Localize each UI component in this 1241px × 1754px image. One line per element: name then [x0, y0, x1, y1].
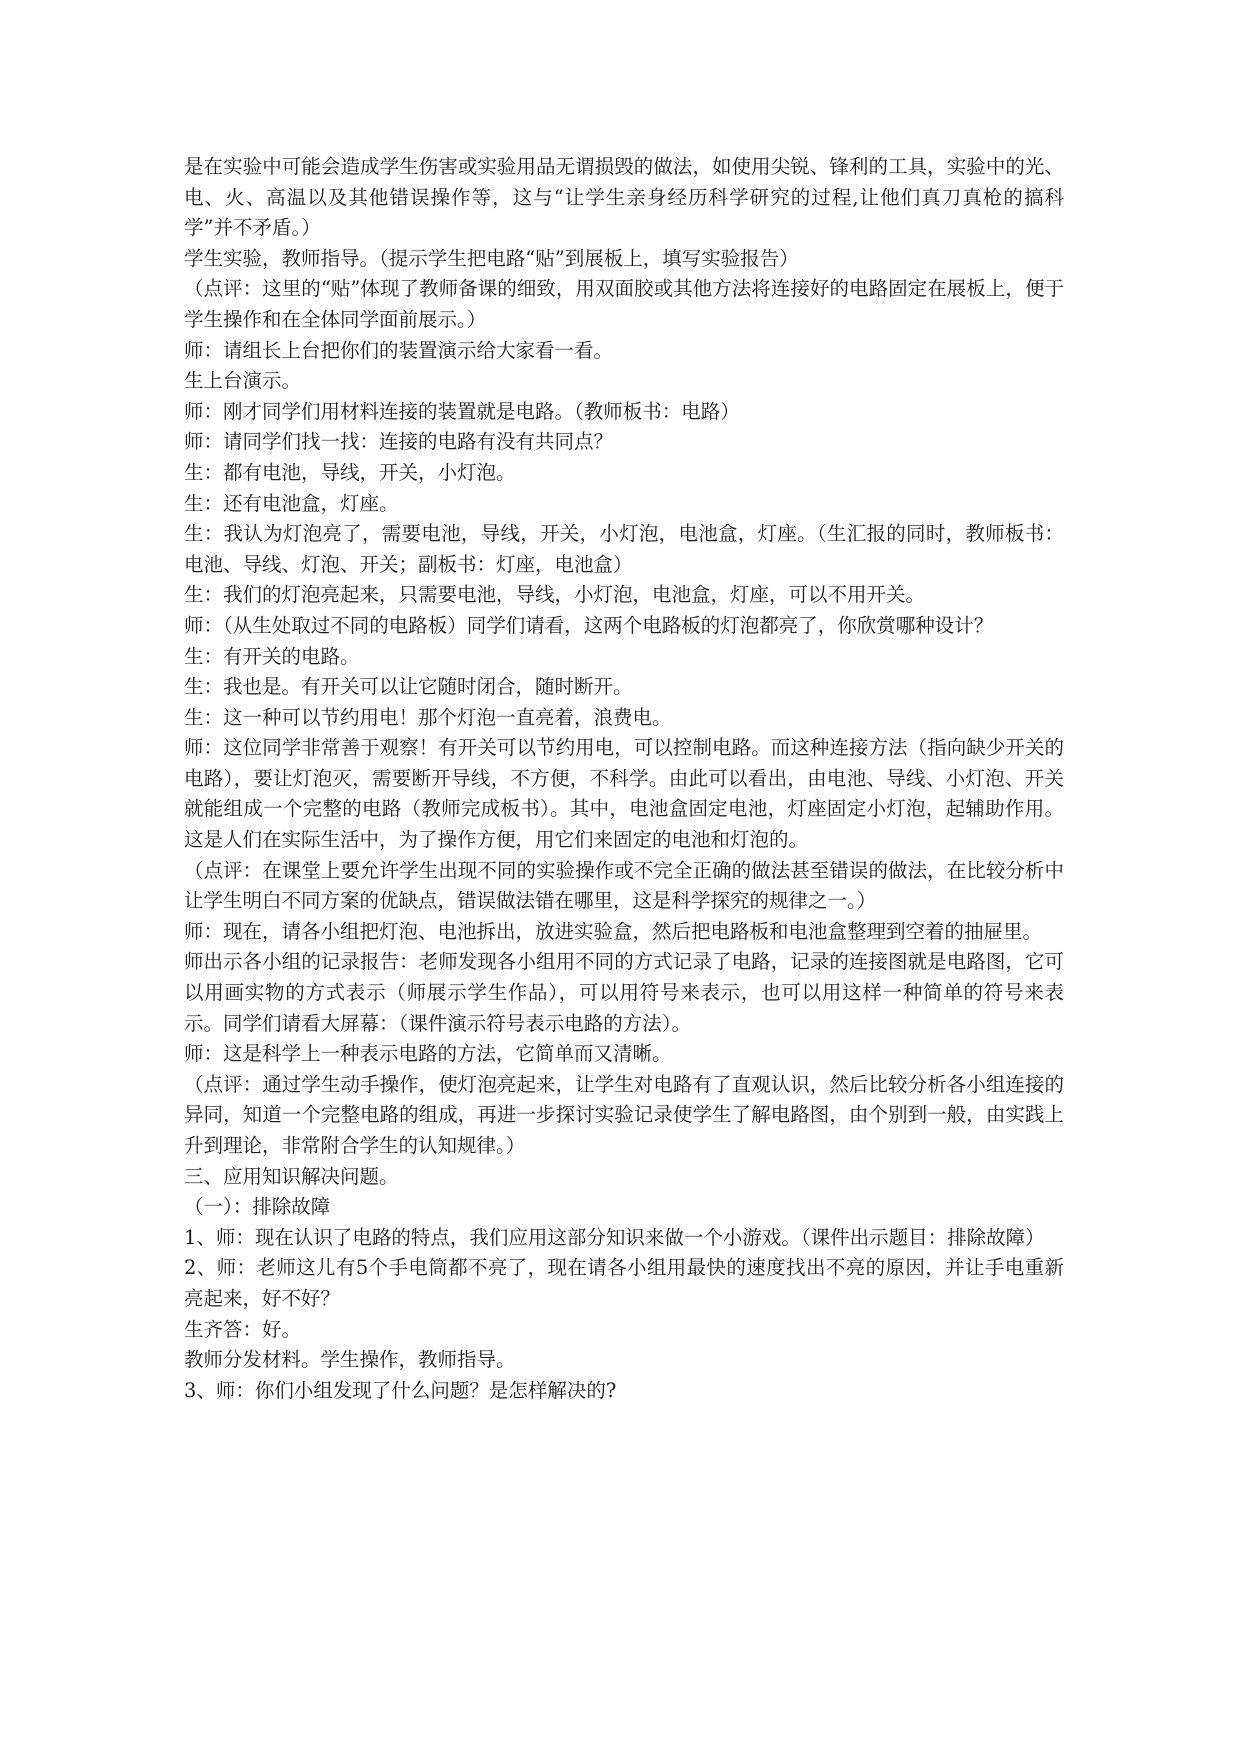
paragraph-7: 师：请同学们找一找：连接的电路有没有共同点？ — [184, 430, 614, 454]
paragraph-5: 生上台演示。 — [184, 369, 302, 393]
paragraph-19: 师出示各小组的记录报告：老师发现各小组用不同的方式记录了电路，记录的连接图就是电路图，它可以用画实物的方式表示（师展示学生作品），可以用符号来表示，也可以用这样一种简单的符号来表示。同学们请看大屏幕：（课件演示符号表示电路的方法）。 — [184, 950, 1064, 1035]
paragraph-26: 生齐答：好。 — [184, 1317, 302, 1341]
paragraph-2: 学生实验，教师指导。（提示学生把电路“贴”到展板上，填写实验报告） — [184, 246, 799, 270]
paragraph-16: 师：这位同学非常善于观察！有开关可以节约用电，可以控制电路。而这种连接方法（指向缺少开关的电路），要让灯泡灭，需要断开导线，不方便，不科学。由此可以看出，由电池、导线、小灯泡、开关就能组成一个完整的电路（教师完成板书）。其中，电池盒固定电池，灯座固定小灯泡，起辅助作用。这是人们在实际生活中，为了操作方便，用它们来固定的电池和灯泡的。 — [184, 736, 1064, 852]
paragraph-18: 师：现在，请各小组把灯泡、电池拆出，放进实验盒，然后把电路板和电池盒整理到空着的抽屉里。 — [184, 919, 1043, 943]
paragraph-17: （点评：在课堂上要允许学生出现不同的实验操作或不完全正确的做法甚至错误的做法，在比较分析中让学生明白不同方案的优缺点，错误做法错在哪里，这是科学探究的规律之一。） — [184, 858, 1064, 913]
paragraph-1: 是在实验中可能会造成学生伤害或实验用品无谓损毁的做法，如使用尖锐、锋利的工具，实验中的光、电、火、高温以及其他错误操作等，这与“让学生亲身经历科学研究的过程,让他们真刀真枪的搞科学”并不矛盾。） — [184, 155, 1064, 240]
section-heading: 三、应用知识解决问题。 — [184, 1164, 399, 1188]
paragraph-10: 生：我认为灯泡亮了，需要电池，导线，开关，小灯泡，电池盒，灯座。（生汇报的同时，教师板书：电池、导线、灯泡、开关；副板书：灯座，电池盒） — [184, 522, 1064, 576]
paragraph-3: （点评：这里的“贴”体现了教师备课的细致，用双面胶或其他方法将连接好的电路固定在展板上，便于学生操作和在全体同学面前展示。） — [184, 277, 1064, 331]
paragraph-20: 师：这是科学上一种表示电路的方法，它简单而又清晰。 — [184, 1042, 672, 1066]
paragraph-11: 生：我们的灯泡亮起来，只需要电池，导线，小灯泡，电池盒，灯座，可以不用开关。 — [184, 583, 926, 607]
subsection-heading: （一）：排除故障 — [184, 1195, 331, 1219]
paragraph-6: 师：刚才同学们用材料连接的装置就是电路。（教师板书：电路） — [184, 399, 740, 423]
paragraph-8: 生：都有电池，导线，开关，小灯泡。 — [184, 460, 516, 484]
paragraph-27: 教师分发材料。学生操作，教师指导。 — [184, 1348, 516, 1372]
paragraph-24: 1、师：现在认识了电路的特点，我们应用这部分知识来做一个小游戏。（课件出示题目：排除故障） — [184, 1225, 1045, 1249]
paragraph-21: （点评：通过学生动手操作，使灯泡亮起来，让学生对电路有了直观认识，然后比较分析各小组连接的异同，知道一个完整电路的组成，再进一步探讨实验记录使学生了解电路图，由个别到一般，由实践上升到理论，非常附合学生的认知规律。） — [184, 1072, 1064, 1157]
paragraph-4: 师：请组长上台把你们的装置演示给大家看一看。 — [184, 338, 614, 362]
paragraph-9: 生：还有电池盒，灯座。 — [184, 491, 399, 515]
paragraph-14: 生：我也是。有开关可以让它随时闭合，随时断开。 — [184, 675, 633, 699]
paragraph-28: 3、师：你们小组发现了什么问题？是怎样解决的? — [184, 1378, 617, 1402]
paragraph-15: 生：这一种可以节约用电！那个灯泡一直亮着，浪费电。 — [184, 705, 672, 729]
document-page — [184, 152, 1064, 1406]
paragraph-13: 生：有开关的电路。 — [184, 644, 360, 668]
paragraph-25: 2、师：老师这儿有5个手电筒都不亮了，现在请各小组用最快的速度找出不亮的原因，并让手电重新亮起来，好不好？ — [184, 1256, 1064, 1310]
paragraph-12: 师：（从生处取过不同的电路板）同学们请看，这两个电路板的灯泡都亮了，你欣赏哪种设计？ — [184, 613, 994, 637]
